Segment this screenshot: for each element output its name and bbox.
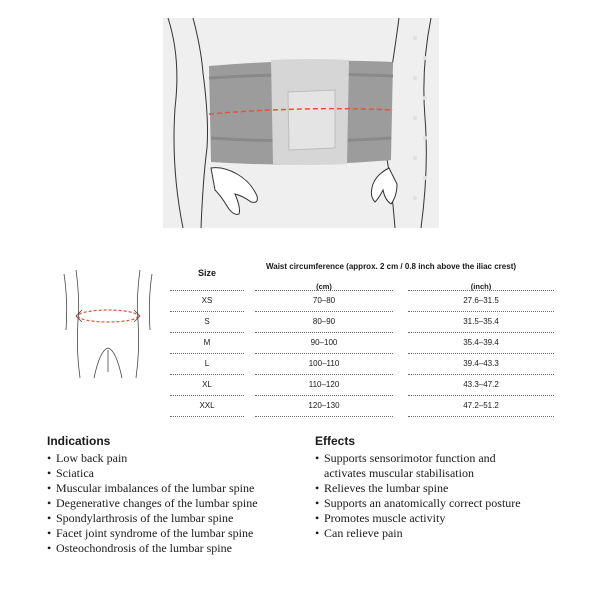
size-cell: XXL [199,401,215,410]
measurement-figure [58,260,158,380]
list-item: • Spondylarthrosis of the lumbar spine [47,511,258,526]
table-rule [170,290,244,291]
waist-column-header: Waist circumference (approx. 2 cm / 0.8 inch above the iliac crest) [266,262,517,271]
list-item: • Can relieve pain [315,526,521,541]
table-rule [170,395,244,396]
table-rule [170,311,244,312]
table-rule [255,374,393,375]
cm-column-header: (cm) [316,282,332,291]
inch-column-header: (inch) [470,282,492,291]
cm-cell: 80–90 [312,317,336,326]
product-illustration [163,18,439,228]
cm-cell: 100–110 [308,359,340,368]
list-item-line: activates muscular stabilisation [324,466,474,480]
table-rule [255,395,393,396]
table-rule [255,290,393,291]
table-rule [170,353,244,354]
inch-cell: 27.6–31.5 [463,296,499,305]
cm-cell: 120–130 [308,401,340,410]
inch-cell: 39.4–43.3 [463,359,499,368]
table-rule [170,416,244,417]
table-rule [255,311,393,312]
size-cell: XL [202,380,212,389]
effects-title: Effects [315,434,356,448]
list-item: • Degenerative changes of the lumbar spine [47,496,258,511]
inch-cell: 43.3–47.2 [463,380,499,389]
size-cell: S [204,317,210,326]
back-brace-drawing [163,18,439,228]
inch-cell: 47.2–51.2 [463,401,499,410]
table-rule [408,290,554,291]
indications-list [47,451,258,556]
table-rule [255,416,393,417]
table-rule [408,353,554,354]
table-rule [408,332,554,333]
table-rule [170,332,244,333]
table-rule [170,374,244,375]
effects-list [315,451,521,541]
list-item: • Supports an anatomically correct posture [315,496,521,511]
list-item: • Osteochondrosis of the lumbar spine [47,541,258,556]
table-rule [255,353,393,354]
size-cell: M [203,338,211,347]
inch-cell: 31.5–35.4 [463,317,499,326]
size-column-header: Size [197,268,216,278]
table-rule [408,311,554,312]
size-cell: L [204,359,210,368]
table-rule [408,395,554,396]
list-item: • Promotes muscle activity [315,511,521,526]
table-rule [408,374,554,375]
indications-section [47,434,258,556]
table-rule [408,416,554,417]
list-item: • Low back pain [47,451,258,466]
size-cell: XS [201,296,213,305]
list-item: • Muscular imbalances of the lumbar spine [47,481,258,496]
indications-title: Indications [47,434,111,448]
inch-cell: 35.4–39.4 [463,338,499,347]
list-item: • Sciatica [47,466,258,481]
list-item [315,451,521,481]
list-item: • Facet joint syndrome of the lumbar spine [47,526,258,541]
cm-cell: 110–120 [308,380,340,389]
cm-cell: 70–80 [312,296,336,305]
list-item-line: • Supports sensorimotor function and [324,451,496,465]
cm-cell: 90–100 [310,338,338,347]
table-rule [255,332,393,333]
effects-section [315,434,521,541]
list-item: • Relieves the lumbar spine [315,481,521,496]
